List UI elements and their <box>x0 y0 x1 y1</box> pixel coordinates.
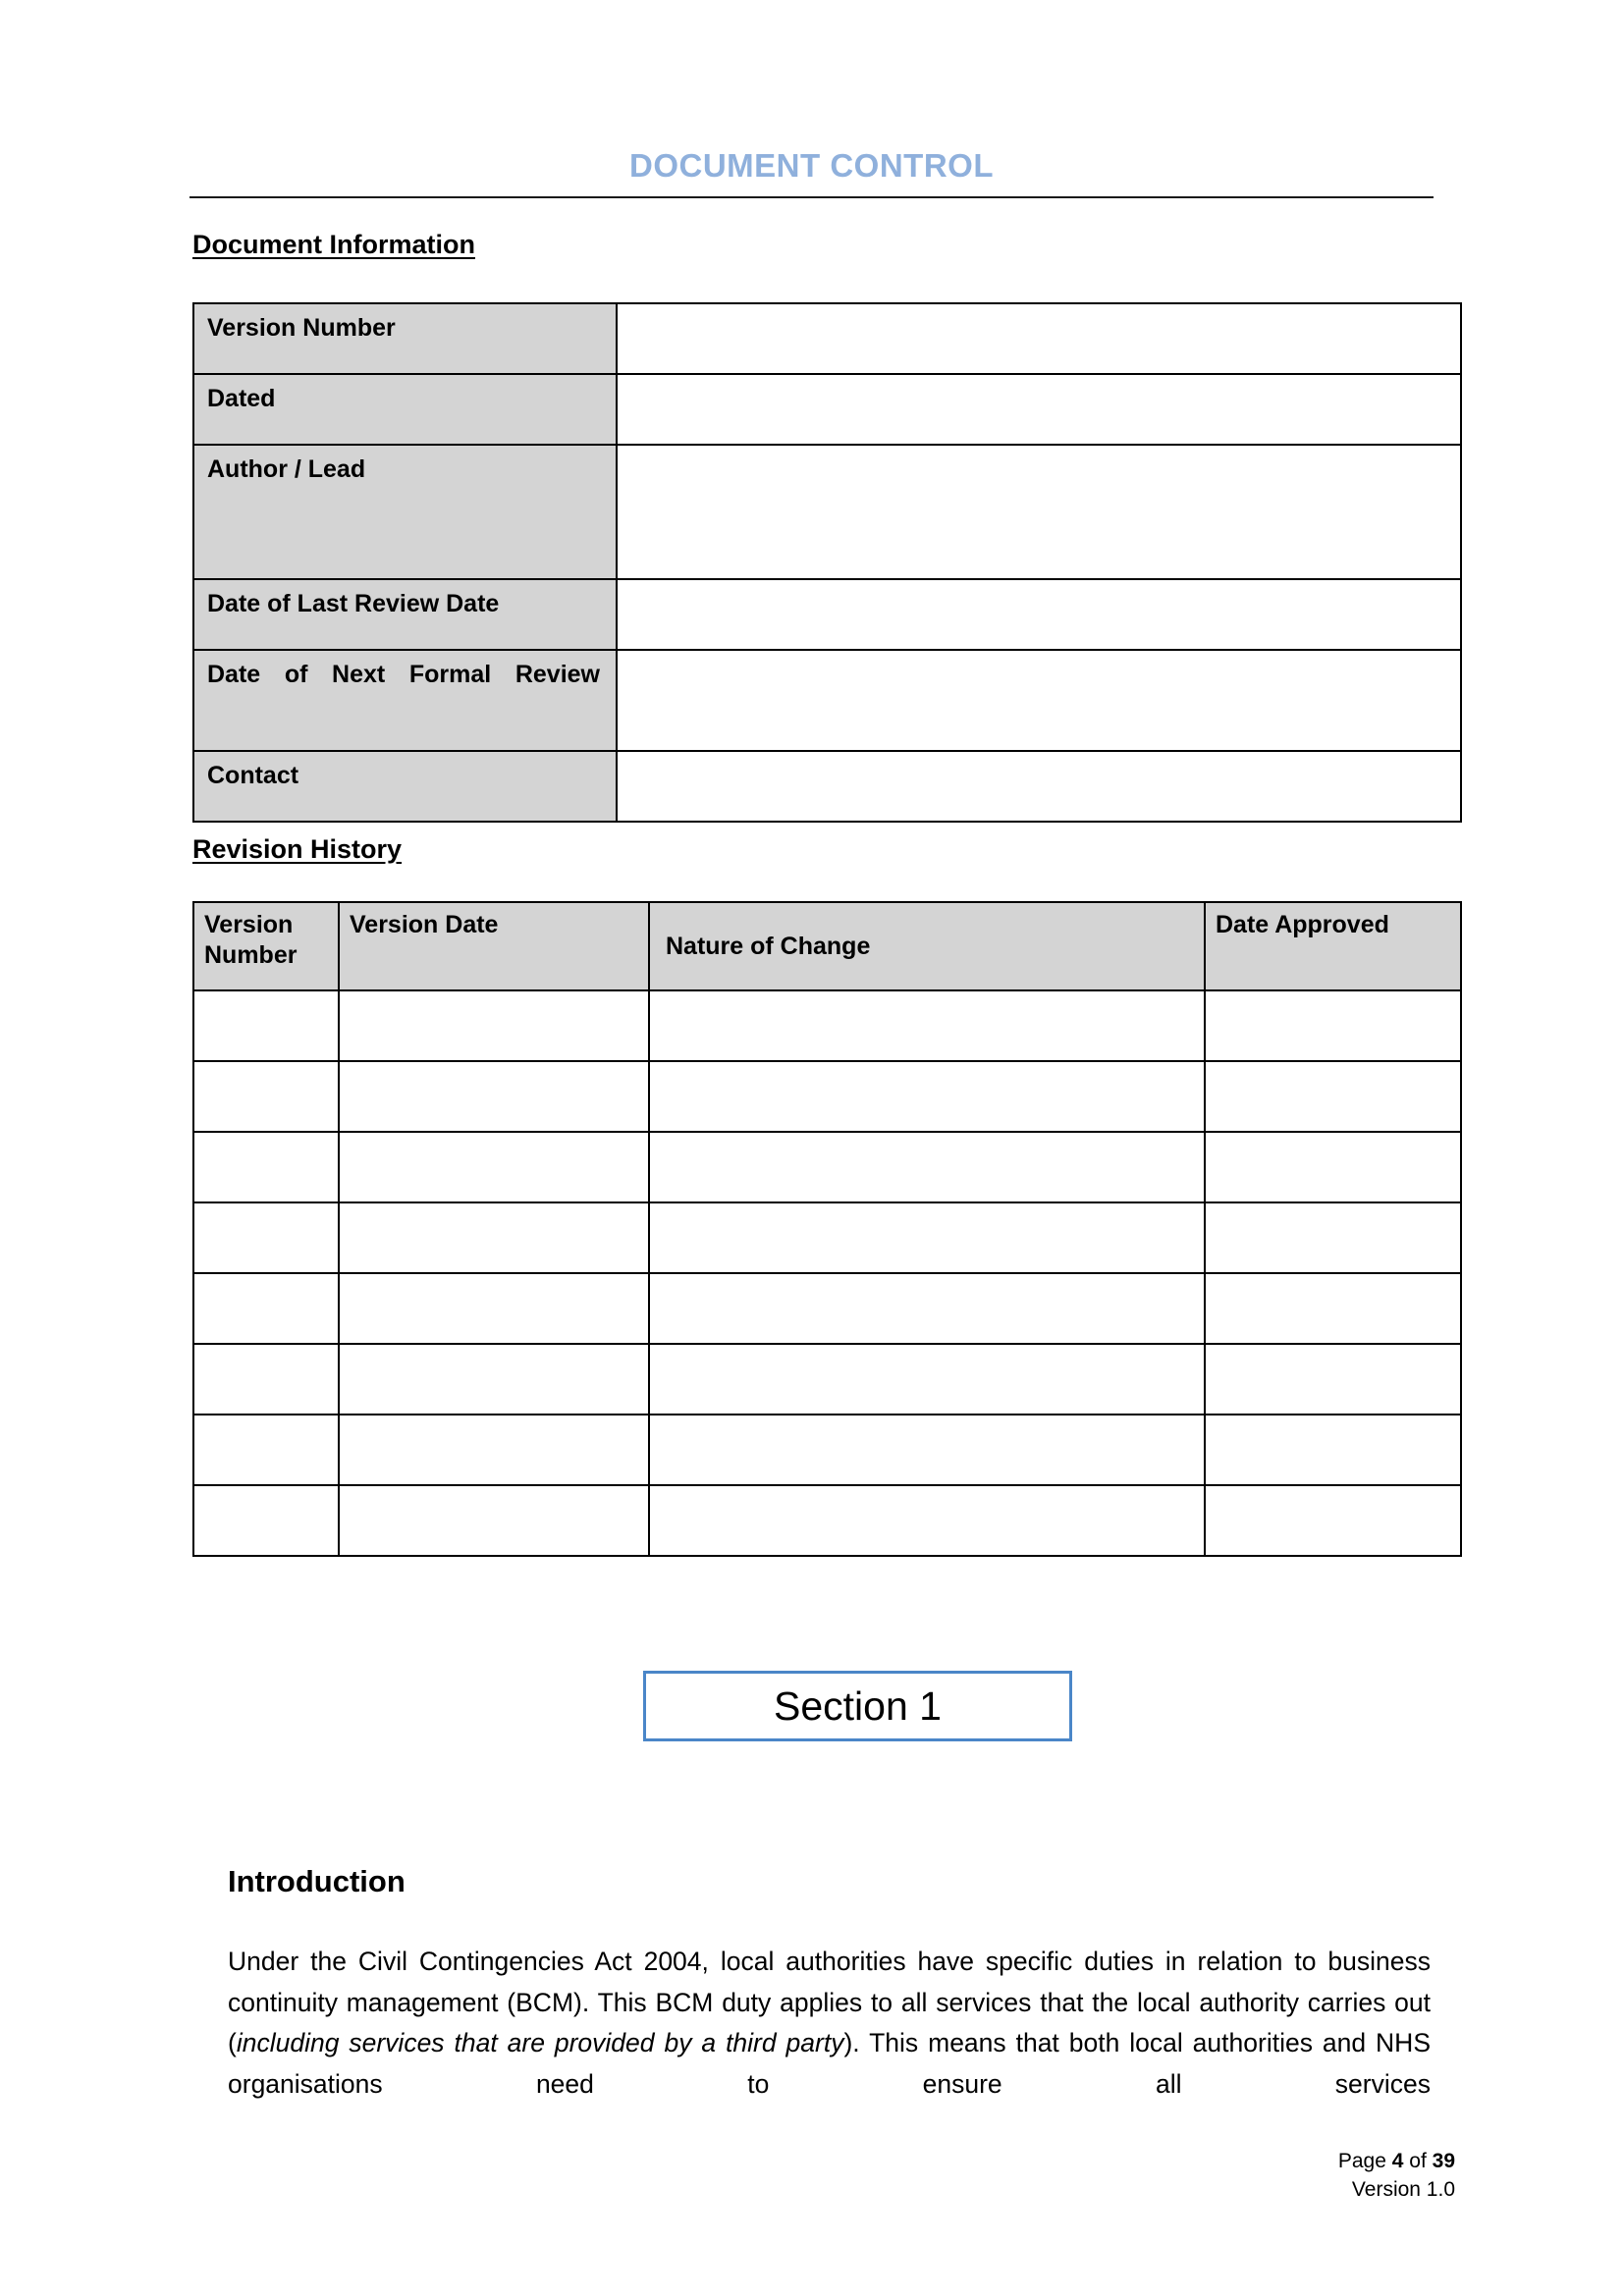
table-row <box>193 579 1461 650</box>
cell-nature-of-change[interactable] <box>649 1344 1205 1415</box>
column-header-version-number: Version Number <box>193 902 339 990</box>
table-row <box>193 751 1461 822</box>
footer-version-line: Version 1.0 <box>1351 2178 1455 2201</box>
row-value-contact[interactable] <box>617 751 1461 822</box>
table-row <box>193 1344 1461 1415</box>
cell-nature-of-change[interactable] <box>649 990 1205 1061</box>
cell-date-approved[interactable] <box>1205 1132 1461 1202</box>
table-row <box>193 990 1461 1061</box>
table-row <box>193 650 1461 751</box>
cell-version-number[interactable] <box>193 1202 339 1273</box>
cell-version-number[interactable] <box>193 1273 339 1344</box>
row-label-contact: Contact <box>193 751 617 822</box>
cell-date-approved[interactable] <box>1205 1202 1461 1273</box>
table-row <box>193 445 1461 579</box>
cell-version-number[interactable] <box>193 1415 339 1485</box>
document-information-table <box>192 302 1462 823</box>
paragraph-part-1: Under the Civil Contingencies Act 2004, local authorities have specific duties in relation to business continuity management (BCM). This BCM duty applies to all services that the local authority carries out ( <box>228 1947 1431 2057</box>
table-row <box>193 303 1461 374</box>
cell-nature-of-change[interactable] <box>649 1415 1205 1485</box>
table-row <box>193 1061 1461 1132</box>
row-label-date-of-last-review: Date of Last Review Date <box>193 579 617 650</box>
footer-page-line <box>1338 2147 1455 2175</box>
document-information-heading: Document Information <box>192 230 475 259</box>
row-value-date-of-last-review[interactable] <box>617 579 1461 650</box>
column-header-version-date: Version Date <box>339 902 649 990</box>
paragraph-part-2: ). This means that both local authorities and NHS organisations need to ensure all services <box>228 2028 1431 2099</box>
cell-nature-of-change[interactable] <box>649 1485 1205 1556</box>
cell-date-approved[interactable] <box>1205 1485 1461 1556</box>
cell-version-number[interactable] <box>193 1485 339 1556</box>
table-row <box>193 1485 1461 1556</box>
row-value-version-number[interactable] <box>617 303 1461 374</box>
revision-history-heading: Revision History <box>192 834 403 864</box>
footer-page-prefix: Page <box>1337 2150 1392 2172</box>
paragraph-italic-phrase: including services that are provided by a third party <box>236 2028 844 2057</box>
cell-nature-of-change[interactable] <box>649 1202 1205 1273</box>
row-label-version-number: Version Number <box>193 303 617 374</box>
cell-nature-of-change[interactable] <box>649 1273 1205 1344</box>
cell-date-approved[interactable] <box>1205 990 1461 1061</box>
cell-nature-of-change[interactable] <box>649 1132 1205 1202</box>
cell-version-date[interactable] <box>339 1415 649 1485</box>
introduction-heading: Introduction <box>228 1864 406 1898</box>
cell-version-date[interactable] <box>339 1061 649 1132</box>
row-label-text: Date of Next Formal Review <box>207 661 600 688</box>
cell-version-date[interactable] <box>339 1202 649 1273</box>
cell-version-date[interactable] <box>339 1273 649 1344</box>
footer-page-total: 39 <box>1432 2150 1455 2172</box>
header-divider <box>189 196 1434 198</box>
table-header-row <box>193 902 1461 990</box>
section-heading-label: Section 1 <box>774 1682 942 1729</box>
cell-version-number[interactable] <box>193 990 339 1061</box>
introduction-paragraph <box>228 1942 1431 2105</box>
cell-version-number[interactable] <box>193 1344 339 1415</box>
cell-date-approved[interactable] <box>1205 1273 1461 1344</box>
row-value-dated[interactable] <box>617 374 1461 445</box>
row-label-date-of-next-formal-review <box>193 650 617 751</box>
column-header-date-approved: Date Approved <box>1205 902 1461 990</box>
footer-page-number: 4 <box>1391 2150 1404 2172</box>
cell-date-approved[interactable] <box>1205 1061 1461 1132</box>
cell-version-date[interactable] <box>339 1344 649 1415</box>
cell-version-number[interactable] <box>193 1132 339 1202</box>
cell-version-number[interactable] <box>193 1061 339 1132</box>
cell-nature-of-change[interactable] <box>649 1061 1205 1132</box>
page-title: DOCUMENT CONTROL <box>629 147 994 184</box>
table-row <box>193 1273 1461 1344</box>
row-label-dated: Dated <box>193 374 617 445</box>
row-label-author-lead: Author / Lead <box>193 445 617 579</box>
row-value-author-lead[interactable] <box>617 445 1461 579</box>
column-header-nature-of-change: Nature of Change <box>649 902 1205 990</box>
revision-history-table <box>192 901 1462 1557</box>
page-footer <box>1338 2147 1455 2204</box>
table-row <box>193 1415 1461 1485</box>
cell-version-date[interactable] <box>339 1485 649 1556</box>
cell-version-date[interactable] <box>339 1132 649 1202</box>
cell-version-date[interactable] <box>339 990 649 1061</box>
section-heading-box <box>643 1671 1072 1741</box>
cell-date-approved[interactable] <box>1205 1344 1461 1415</box>
footer-page-of: of <box>1403 2150 1433 2172</box>
table-row <box>193 374 1461 445</box>
table-row <box>193 1202 1461 1273</box>
row-value-date-of-next-formal-review[interactable] <box>617 650 1461 751</box>
cell-date-approved[interactable] <box>1205 1415 1461 1485</box>
table-row <box>193 1132 1461 1202</box>
